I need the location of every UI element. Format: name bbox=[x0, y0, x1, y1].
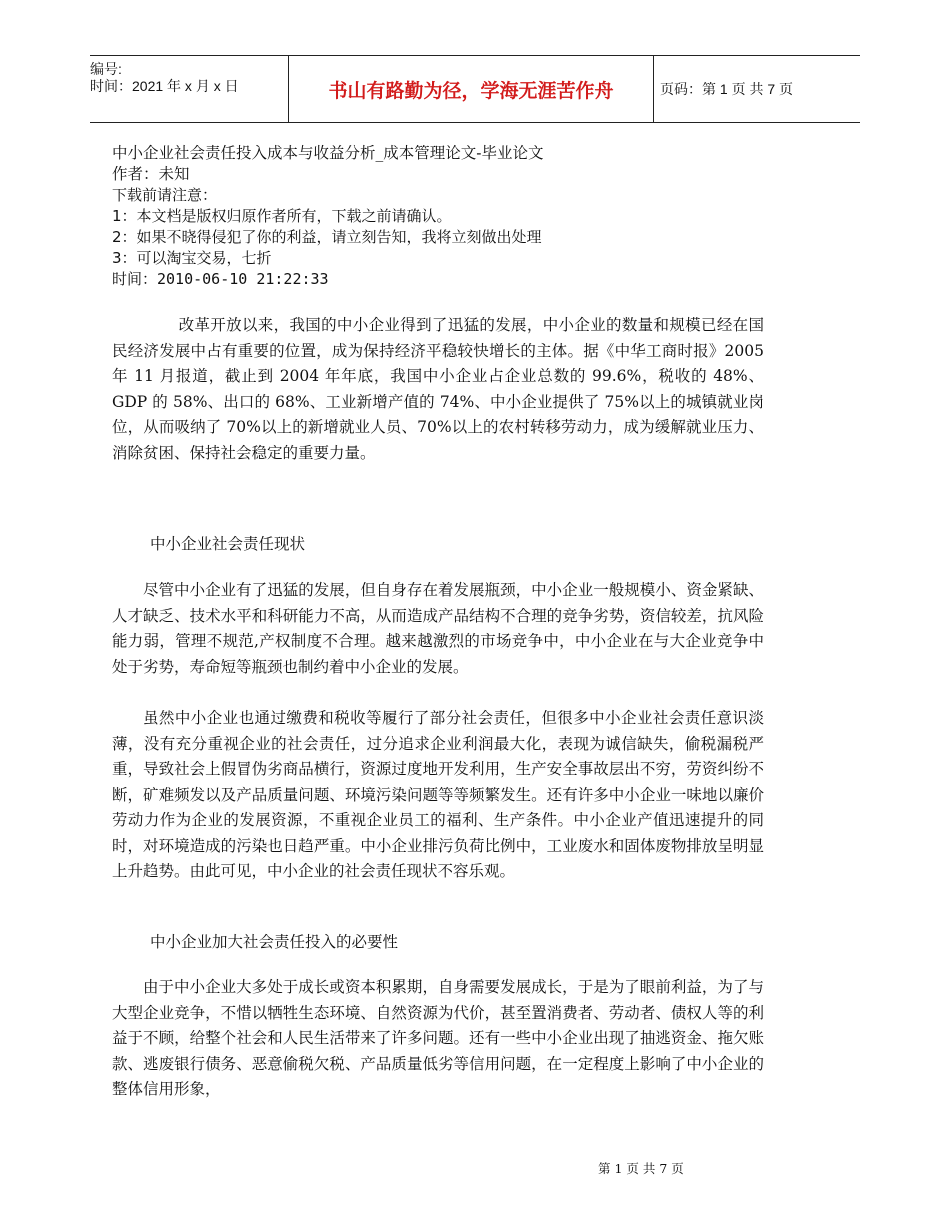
page-footer: 第 1 页 共 7 页 bbox=[598, 1161, 684, 1176]
document-time: 时间：2010-06-10 21:22:33 bbox=[112, 270, 329, 288]
notice-heading: 下载前请注意： bbox=[112, 186, 218, 204]
section-heading-status: 中小企业社会责任现状 bbox=[150, 535, 306, 553]
notice-item-1: 1：本文档是版权归原作者所有，下载之前请确认。 bbox=[112, 207, 452, 225]
document-author: 作者：未知 bbox=[112, 165, 190, 183]
notice-item-3: 3：可以淘宝交易，七折 bbox=[112, 249, 272, 267]
intro-paragraph: 改革开放以来，我国的中小企业得到了迅猛的发展，中小企业的数量和规模已经在国民经济发展中占有重要的位置，成为保持经济平稳较快增长的主体。据《中华工商时报》2005 年 11 月报道，截止到 2004 年年底，我国中小企业占企业总数的 99.6%，税收的 48%、 GDP 的 58%、出口的 68%、工业新增产值的 74%、中小企业提供了 75%以上的城镇就业岗位，从而吸纳了 70%以上的新增就业人员、70%以上的农村转移劳动力，成为缓解就业压力、消除贫困、保持社会稳定的重要力量。 bbox=[112, 316, 764, 462]
section1-paragraph-2: 虽然中小企业也通过缴费和税收等履行了部分社会责任，但很多中小企业社会责任意识淡薄，没有充分重视企业的社会责任，过分追求企业利润最大化，表现为诚信缺失，偷税漏税严重，导致社会上假冒伪劣商品横行，资源过度地开发利用，生产安全事故层出不穷，劳资纠纷不断，矿难频发以及产品质量问题、环境污染问题等等频繁发生。还有许多中小企业一味地以廉价劳动力作为企业的发展资源，不重视企业员工的福利、生产条件。中小企业产值迅速提升的同时，对环境造成的污染也日趋严重。中小企业排污负荷比例中，工业废水和固体废物排放呈明显上升趋势。由此可见，中小企业的社会责任现状不容乐观。 bbox=[112, 709, 764, 880]
section-heading-necessity: 中小企业加大社会责任投入的必要性 bbox=[150, 933, 399, 951]
time-label: 时间：2021 年 x 月 x 日 bbox=[90, 78, 239, 94]
number-label: 编号: bbox=[90, 61, 122, 77]
page-info: 页码：第 1 页 共 7 页 bbox=[660, 81, 794, 97]
motto: 书山有路勤为径，学海无涯苦作舟 bbox=[288, 56, 654, 122]
header-meta bbox=[90, 56, 288, 127]
notice-item-2: 2：如果不晓得侵犯了你的利益，请立刻告知，我将立刻做出处理 bbox=[112, 228, 542, 246]
document-title: 中小企业社会责任投入成本与收益分析_成本管理论文-毕业论文 bbox=[112, 144, 544, 162]
header-table bbox=[90, 55, 860, 123]
document-meta bbox=[112, 143, 772, 290]
section1-paragraph-1: 尽管中小企业有了迅猛的发展，但自身存在着发展瓶颈，中小企业一般规模小、资金紧缺、人才缺乏、技术水平和科研能力不高，从而造成产品结构不合理的竞争劣势，资信较差，抗风险能力弱，管理不规范,产权制度不合理。越来越激烈的市场竞争中，中小企业在与大企业竞争中处于劣势，寿命短等瓶颈也制约着中小企业的发展。 bbox=[112, 581, 764, 676]
section2-paragraph-1: 由于中小企业大多处于成长或资本积累期，自身需要发展成长，于是为了眼前利益，为了与大型企业竞争，不惜以牺牲生态环境、自然资源为代价，甚至置消费者、劳动者、债权人等的利益于不顾，给整个社会和人民生活带来了许多问题。还有一些中小企业出现了抽逃资金、拖欠账款、逃废银行债务、恶意偷税欠税、产品质量低劣等信用问题，在一定程度上影响了中小企业的整体信用形象， bbox=[112, 978, 764, 1098]
